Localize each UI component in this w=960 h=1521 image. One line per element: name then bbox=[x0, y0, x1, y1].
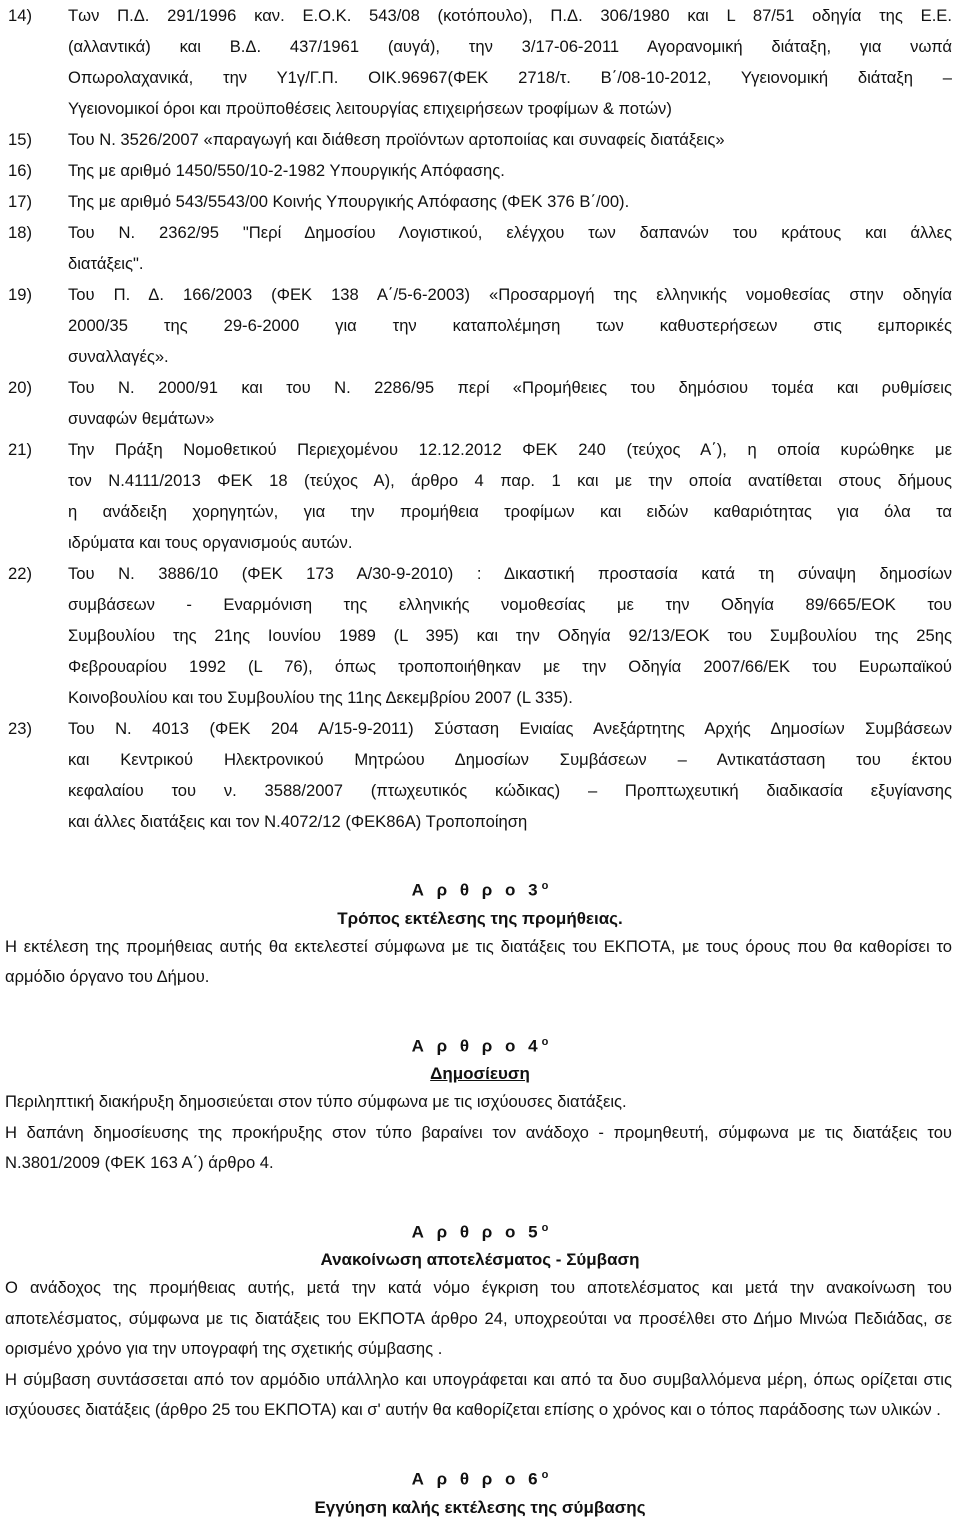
article-paragraph: Η δαπάνη δημοσίευσης της προκήρυξης στον τύπο βαραίνει τον ανάδοχο - προμηθευτή, σύμφωνα με τις διατάξεις του Ν.3801/2009 (ΦΕΚ 163 Α΄) άρθρο 4. bbox=[5, 1122, 952, 1173]
article-header bbox=[0, 1460, 960, 1521]
article-heading-superscript: ο bbox=[541, 880, 549, 892]
list-item-number: 23) bbox=[8, 719, 32, 738]
list-item-line: η ανάδειξη χορηγητών, για την προμήθεια τροφίμων και ειδών καθαριότητας για όλα τα bbox=[68, 502, 952, 521]
article-subtitle: Δημοσίευση bbox=[430, 1064, 530, 1084]
list-item-line: Φεβρουαρίου 1992 (L 76), όπως τροποποιήθηκαν με την Οδηγία 2007/66/ΕΚ του Ευρωπαϊκού bbox=[68, 657, 952, 676]
list-item-number: 21) bbox=[8, 440, 32, 459]
list-item-number: 15) bbox=[8, 130, 32, 149]
list-item bbox=[0, 558, 960, 713]
list-item-line: συμβάσεων - Εναρμόνιση της ελληνικής νομοθεσίας με την Οδηγία 89/665/ΕΟΚ του bbox=[68, 595, 952, 614]
article-paragraph: Ο ανάδοχος της προμήθειας αυτής, μετά την κατά νόμο έγκριση του αποτελέσματος και μετά την ανακοίνωση του αποτελέσματος, σύμφωνα με τις διατάξεις του ΕΚΠΟΤΑ άρθρο 24, υποχρεούται να προσέλθει στο Δήμο Μινώα Πεδιάδας, σε ορισμένο χρόνο για την υπογραφή της σχετικής σύμβασης . bbox=[5, 1278, 952, 1359]
list-item bbox=[0, 186, 960, 217]
list-item-line: Του Π. Δ. 166/2003 (ΦΕΚ 138 Α΄/5-6-2003) «Προσαρμογή της ελληνικής νομοθεσίας στην οδηγία bbox=[68, 285, 952, 304]
list-item-line: Του Ν. 4013 (ΦΕΚ 204 Α/15-9-2011) Σύσταση Ενιαίας Ανεξάρτητης Αρχής Δημοσίων Συμβάσεων bbox=[68, 719, 952, 738]
list-item-line: ιδρύματα και τους οργανισμούς αυτών. bbox=[68, 533, 353, 552]
list-item-number: 20) bbox=[8, 378, 32, 397]
list-item-line: Της με αριθμό 543/5543/00 Κοινής Υπουργικής Απόφασης (ΦΕΚ 376 Β΄/00). bbox=[68, 192, 630, 211]
list-item-line: τον Ν.4111/2013 ΦΕΚ 18 (τεύχος Α), άρθρο 4 παρ. 1 και με την οποία ανατίθεται στους δήμους bbox=[68, 471, 952, 490]
article-subtitle: Εγγύηση καλής εκτέλεσης της σύμβασης bbox=[314, 1497, 646, 1517]
list-item-line: Την Πράξη Νομοθετικού Περιεχομένου 12.12.2012 ΦΕΚ 240 (τεύχος Α΄), η οποία κυρώθηκε με bbox=[68, 440, 952, 459]
article-paragraph: Η σύμβαση συντάσσεται από τον αρμόδιο υπάλληλο και υπογράφεται και από τα δυο συμβαλλόμενα μέρη, όπως ορίζεται στις ισχύουσες διατάξεις (άρθρο 25 του ΕΚΠΟΤΑ) και σ' αυτήν θα καθορίζεται επίσης ο χρόνος και ο τόπος παράδοσης των υλικών . bbox=[5, 1369, 952, 1420]
list-item bbox=[0, 155, 960, 186]
list-item-line: συναλλαγές». bbox=[68, 347, 169, 366]
list-item bbox=[0, 434, 960, 558]
list-item-line: Υγειονομικοί όροι και προϋποθέσεις λειτουργίας επιχειρήσεων τροφίμων & ποτών) bbox=[68, 99, 672, 118]
article-paragraph: Η εκτέλεση της προμήθειας αυτής θα εκτελεστεί σύμφωνα με τις διατάξεις του ΕΚΠΟΤΑ, με τους όρους που θα καθορίσει το αρμόδιο όργανο του Δήμου. bbox=[5, 936, 952, 987]
article-heading-superscript: ο bbox=[541, 1035, 549, 1048]
article-heading: Α ρ θ ρ ο $3^o$ bbox=[411, 880, 549, 900]
list-item bbox=[0, 372, 960, 434]
article-section bbox=[0, 871, 960, 993]
list-item bbox=[0, 279, 960, 372]
article-section bbox=[0, 1213, 960, 1426]
list-item-line: και Κεντρικού Ηλεκτρονικού Μητρώου Δημοσίων Συμβάσεων – Αντικατάσταση του έκτου bbox=[68, 750, 952, 769]
list-item-line: διατάξεις". bbox=[68, 254, 144, 273]
list-item-line: (αλλαντικά) και Β.Δ. 437/1961 (αυγά), την 3/17-06-2011 Αγορανομική διάταξη, για νωπά bbox=[68, 37, 952, 56]
article-header bbox=[0, 1027, 960, 1088]
list-item-number: 18) bbox=[8, 223, 32, 242]
article-heading: Α ρ θ ρ ο $5^o$ bbox=[411, 1221, 549, 1242]
articles-section bbox=[0, 871, 960, 1521]
list-item-number: 17) bbox=[8, 192, 32, 211]
article-heading: Α ρ θ ρ ο $6^o$ bbox=[411, 1468, 549, 1489]
list-item-line: Του Ν. 3886/10 (ΦΕΚ 173 Α/30-9-2010) : Δικαστική προστασία κατά τη σύναψη δημοσίων bbox=[68, 564, 952, 583]
list-item-number: 22) bbox=[8, 564, 32, 583]
list-item bbox=[0, 217, 960, 279]
list-item-number: 16) bbox=[8, 161, 32, 180]
article-subtitle: Τρόπος εκτέλεσης της προμήθειας. bbox=[337, 908, 623, 928]
list-item bbox=[0, 0, 960, 124]
list-item bbox=[0, 713, 960, 837]
list-item-line: Του Ν. 2362/95 "Περί Δημοσίου Λογιστικού, ελέγχου των δαπανών του κράτους και άλλες bbox=[68, 223, 952, 242]
article-section bbox=[0, 1460, 960, 1521]
article-heading-superscript: ο bbox=[541, 1468, 549, 1481]
article-header bbox=[0, 871, 960, 932]
article-paragraph: Περιληπτική διακήρυξη δημοσιεύεται στον τύπο σύμφωνα με τις ισχύουσες διατάξεις. bbox=[5, 1092, 627, 1112]
list-item-line: Κοινοβουλίου και του Συμβουλίου της 11ης Δεκεμβρίου 2007 (L 335). bbox=[68, 688, 573, 707]
list-item-line: Συμβουλίου της 21ης Ιουνίου 1989 (L 395) και την Οδηγία 92/13/ΕΟΚ του Συμβουλίου της 25ης bbox=[68, 626, 952, 645]
list-item-line: κεφαλαίου του ν. 3588/2007 (πτωχευτικός κώδικας) – Προπτωχευτική διαδικασία εξυγίανσης bbox=[68, 781, 952, 800]
list-item-line: 2000/35 της 29-6-2000 για την καταπολέμηση των καθυστερήσεων στις εμπορικές bbox=[68, 316, 952, 335]
list-item-number: 14) bbox=[8, 6, 32, 25]
list-item-line: και άλλες διατάξεις και τον Ν.4072/12 (ΦΕΚ86Α) Τροποποίηση bbox=[68, 812, 528, 831]
list-item-line: Οπωρολαχανικά, την Υ1γ/Γ.Π. ΟΙΚ.96967(ΦΕΚ 2718/τ. Β΄/08-10-2012, Υγειονομική διάταξη – bbox=[68, 68, 952, 87]
article-section bbox=[0, 1027, 960, 1179]
article-header bbox=[0, 1213, 960, 1274]
article-subtitle: Ανακοίνωση αποτελέσματος - Σύμβαση bbox=[320, 1250, 640, 1270]
list-item-line: Του Ν. 2000/91 και του Ν. 2286/95 περί «Προμήθειες του δημόσιου τομέα και ρυθμίσεις bbox=[68, 378, 952, 397]
article-heading-superscript: ο bbox=[541, 1221, 549, 1234]
list-item-line: Του Ν. 3526/2007 «παραγωγή και διάθεση προϊόντων αρτοποιίας και συναφείς διατάξεις» bbox=[68, 130, 725, 149]
list-item bbox=[0, 124, 960, 155]
list-item-number: 19) bbox=[8, 285, 32, 304]
list-item-line: Των Π.Δ. 291/1996 καν. Ε.Ο.Κ. 543/08 (κοτόπουλο), Π.Δ. 306/1980 και L 87/51 οδηγία της Ε.Ε. bbox=[68, 6, 952, 25]
article-heading: Α ρ θ ρ ο $4^o$ bbox=[411, 1035, 549, 1056]
list-item-line: συναφών θεμάτων» bbox=[68, 409, 215, 428]
list-item-line: Της με αριθμό 1450/550/10-2-1982 Υπουργικής Απόφασης. bbox=[68, 161, 505, 180]
